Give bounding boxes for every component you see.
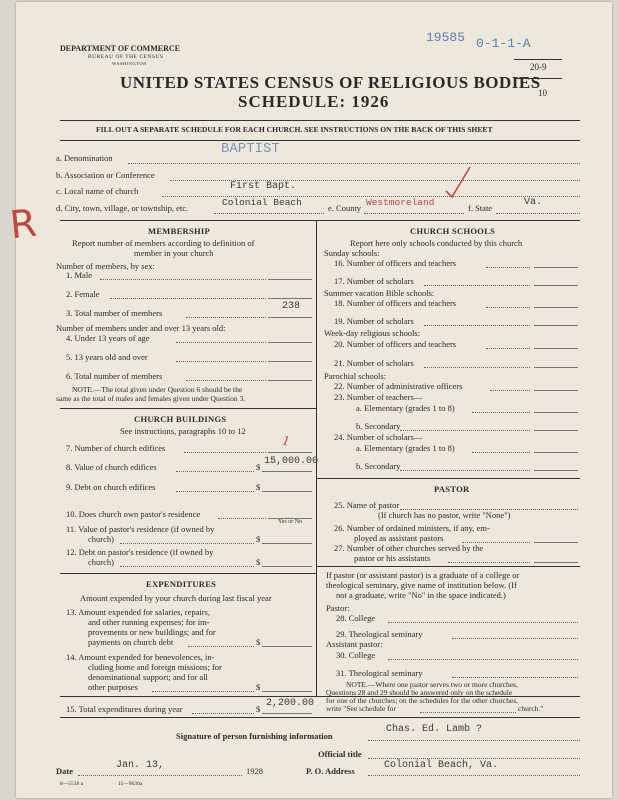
po-address-label: P. O. Address — [306, 766, 355, 776]
parochial-label: Parochial schools: — [324, 371, 387, 381]
assistant-pastor-sublabel: Assistant pastor: — [326, 639, 383, 649]
q30-label: 30. College — [336, 650, 376, 660]
local-name-value: First Bapt. — [230, 181, 297, 192]
pastor-note-4b: church." — [518, 704, 544, 713]
q26-label-1: 26. Number of ordained ministers, if any, em- — [334, 523, 490, 533]
census-schedule-sheet — [7, 2, 612, 798]
code-10: 10 — [538, 88, 547, 98]
q24b-label: b. Secondary — [356, 461, 401, 471]
print-number: 11—9636a — [118, 781, 143, 787]
grad-line-1: If pastor (or assistant pastor) is a graduate of a college or — [326, 570, 520, 580]
expenditures-sub: Amount expended by your church during last fiscal year — [80, 593, 272, 603]
county-label: e. County — [328, 203, 362, 213]
pastor-title: PASTOR — [434, 484, 470, 494]
denomination-label: a. Denomination — [56, 153, 113, 163]
q16-label: 16. Number of officers and teachers — [334, 258, 457, 268]
sunday-label: Sunday schools: — [324, 248, 380, 258]
q4-under-13-label: 4. Under 13 years of age — [66, 333, 150, 343]
date-value: Jan. 13, — [116, 760, 165, 771]
q3-total-value: 238 — [282, 301, 301, 312]
q11-dollar: $ — [256, 534, 261, 544]
q23a-label: a. Elementary (grades 1 to 8) — [356, 403, 455, 413]
q9-label: 9. Debt on church edifices — [66, 482, 156, 492]
form-title: UNITED STATES CENSUS OF RELIGIOUS BODIES — [120, 73, 541, 92]
q1-male-label: 1. Male — [66, 270, 92, 280]
q13-line-4: payments on church debt — [88, 637, 174, 647]
q21-label: 21. Number of scholars — [334, 358, 414, 368]
q15-value: 2,200.00 — [266, 698, 315, 709]
by-sex-label: Number of members, by sex: — [56, 261, 155, 271]
q13-line-1: 13. Amount expended for salaries, repairs, — [66, 607, 210, 617]
buildings-title: CHURCH BUILDINGS — [134, 414, 227, 424]
membership-intro-1: Report number of members according to definition of — [72, 238, 255, 248]
po-address-value: Colonial Beach, Va. — [384, 760, 499, 771]
membership-title: MEMBERSHIP — [148, 226, 211, 236]
q25-label: 25. Name of pastor — [334, 500, 400, 510]
washington-label: WASHINGTON — [112, 61, 147, 66]
q18-label: 18. Number of officers and teachers — [334, 298, 457, 308]
q2-female-label: 2. Female — [66, 289, 100, 299]
association-label: b. Association or Conference — [56, 170, 155, 180]
q25-note: (If church has no pastor, write "None") — [378, 510, 511, 520]
q13-line-3: provements or new buildings; and for — [88, 627, 216, 637]
q14-dollar: $ — [256, 682, 261, 692]
q17-label: 17. Number of scholars — [334, 276, 414, 286]
q24-label: 24. Number of scholars— — [334, 432, 423, 442]
q14-line-2: cluding home and foreign missions; for — [88, 662, 222, 672]
expenditures-title: EXPENDITURES — [146, 579, 217, 589]
schools-title: CHURCH SCHOOLS — [410, 226, 496, 236]
pastor-note-3: for one of the churches; on the schedules for the other churches, — [326, 696, 519, 705]
stamp-number: 19585 — [426, 30, 466, 45]
summer-label: Summer vacation Bible schools: — [324, 288, 435, 298]
code-stamp: 0-1-1-A — [476, 36, 531, 51]
signature-value: Chas. Ed. Lamb ? — [386, 724, 483, 735]
membership-note-1: NOTE.—The total given under Question 6 should be the — [72, 385, 243, 394]
q8-label: 8. Value of church edifices — [66, 462, 157, 472]
q12-label-2: church) — [88, 557, 114, 567]
q12-dollar: $ — [256, 557, 261, 567]
q27-label-2: pastor or his assistants — [354, 553, 431, 563]
form-number: 8—5518 a — [60, 781, 84, 787]
q8-value: 15,000.00 — [264, 456, 319, 467]
q26-label-2: ployed as assistant pastors — [354, 533, 444, 543]
state-value: Va. — [524, 197, 543, 208]
q15-dollar: $ — [256, 704, 261, 714]
schedule-title: SCHEDULE: 1926 — [238, 92, 390, 111]
local-name-label: c. Local name of church — [56, 186, 139, 196]
q6-total-label: 6. Total number of members — [66, 371, 163, 381]
grad-line-3: not a graduate, write "No" in the space indicated.) — [336, 590, 506, 600]
q20-label: 20. Number of officers and teachers — [334, 339, 457, 349]
official-title-label: Official title — [318, 749, 362, 759]
q9-dollar: $ — [256, 482, 261, 492]
pastor-sublabel: Pastor: — [326, 603, 350, 613]
pastor-note-1: NOTE.—Where one pastor serves two or more churches, — [346, 680, 518, 689]
q11-label-2: church) — [88, 534, 114, 544]
county-value: Westmoreland — [366, 197, 435, 208]
q24a-label: a. Elementary (grades 1 to 8) — [356, 443, 455, 453]
q27-label-1: 27. Number of other churches served by the — [334, 543, 484, 553]
q7-label: 7. Number of church edifices — [66, 443, 166, 453]
q15-label: 15. Total expenditures during year — [66, 704, 183, 714]
schools-sub: Report here only schools conducted by this church — [350, 238, 523, 248]
q31-label: 31. Theological seminary — [336, 668, 423, 678]
denomination-value: BAPTIST — [221, 141, 280, 157]
year-value: 1928 — [246, 766, 263, 776]
q5-13-over-label: 5. 13 years old and over — [66, 352, 148, 362]
city-value: Colonial Beach — [222, 197, 302, 208]
q28-label: 28. College — [336, 613, 376, 623]
instruction-line: FILL OUT A SEPARATE SCHEDULE FOR EACH CHURCH. SEE INSTRUCTIONS ON THE BACK OF THIS SHEET — [96, 125, 493, 134]
q23b-label: b. Secondary — [356, 421, 401, 431]
q8-dollar: $ — [256, 462, 261, 472]
q22-label: 22. Number of administrative officers — [334, 381, 463, 391]
weekday-label: Week-day religious schools: — [324, 328, 421, 338]
q10-label: 10. Does church own pastor's residence — [66, 509, 201, 519]
under-over-label: Number of members under and over 13 years old: — [56, 323, 226, 333]
city-label: d. City, town, village, or township, etc. — [56, 203, 189, 213]
grad-line-2: theological seminary, give name of institution below. (If — [326, 580, 517, 590]
q13-line-2: and other running expenses; for im- — [88, 617, 210, 627]
state-label: f. State — [468, 203, 493, 213]
buildings-sub: See instructions, paragraphs 10 to 12 — [120, 426, 246, 436]
pastor-note-2: Questions 28 and 29 should be answered only on the schedule — [326, 688, 513, 697]
bureau-label: BUREAU OF THE CENSUS — [88, 54, 164, 60]
q14-line-3: denominational support; and for all — [88, 672, 208, 682]
q3-total-label: 3. Total number of members — [66, 308, 163, 318]
q7-value: 1 — [279, 433, 292, 450]
membership-intro-2: member in your church — [134, 248, 214, 258]
yes-no-hint: Yes or No — [278, 519, 303, 525]
q14-line-1: 14. Amount expended for benevolences, in- — [66, 652, 215, 662]
q19-label: 19. Number of scholars — [334, 316, 414, 326]
code-20-9: 20-9 — [530, 62, 547, 72]
date-label: Date — [56, 766, 73, 776]
pastor-note-4: write "See schedule for — [326, 704, 396, 713]
q29-label: 29. Theological seminary — [336, 629, 423, 639]
department-label: DEPARTMENT OF COMMERCE — [60, 44, 181, 53]
q14-line-4: other purposes — [88, 682, 138, 692]
membership-note-2: same as the total of males and females given under Question 3. — [56, 394, 246, 403]
q12-label-1: 12. Debt on pastor's residence (if owned by — [66, 547, 214, 557]
red-check-mark-icon — [444, 165, 474, 199]
q13-dollar: $ — [256, 637, 261, 647]
q23-label: 23. Number of teachers— — [334, 392, 423, 402]
q11-label-1: 11. Value of pastor's residence (if owned by — [66, 524, 215, 534]
margin-mark: R — [7, 200, 39, 248]
signature-label: Signature of person furnishing information — [176, 731, 333, 741]
